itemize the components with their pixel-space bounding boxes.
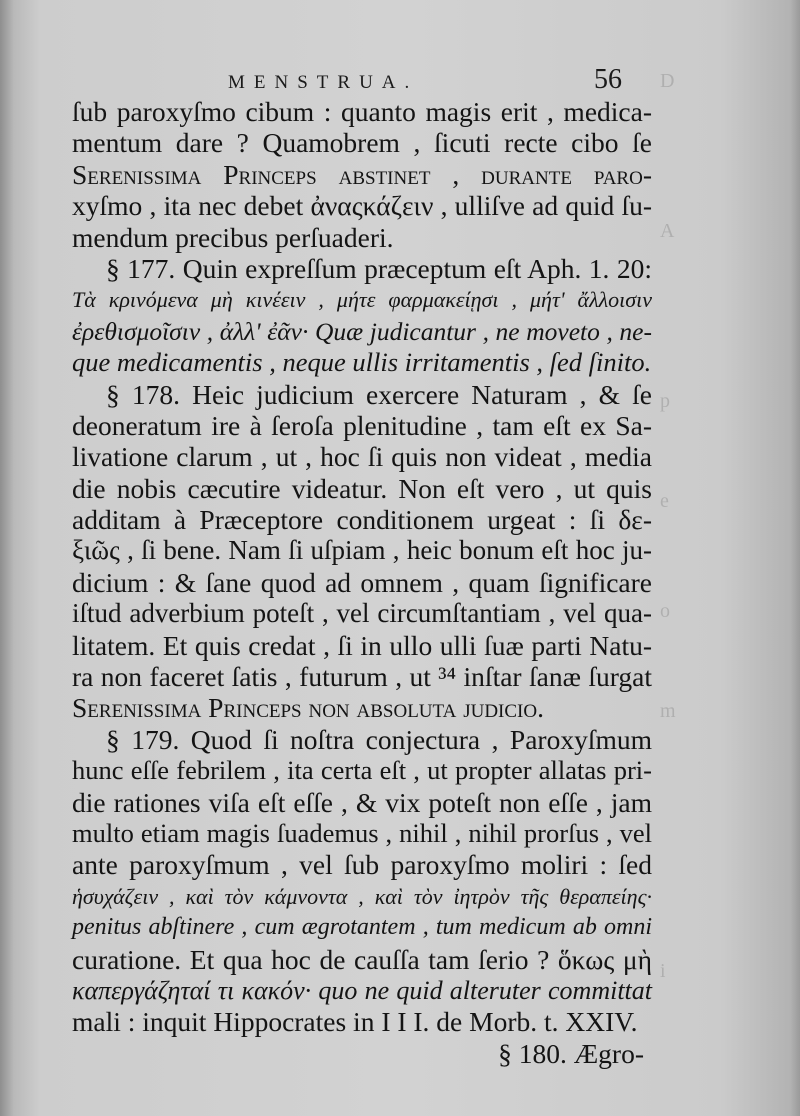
- text-line: dicium : & ſane quod ad omnem , quam ſignificare: [72, 566, 652, 598]
- text-line: que medicamentis , neque ullis irritamentis , ſed ſinito.: [72, 347, 652, 378]
- text-line: deoneratum ire à ſeroſa plenitudine , tam eſt ex Sa-: [72, 409, 652, 441]
- text-line: additam à Præceptore conditionem urgeat : ſi δε-: [72, 504, 652, 536]
- text-line: die nobis cæcutire videatur. Non eſt vero , ut quis: [72, 472, 652, 504]
- section-178-line: § 178. Heic judicium exercere Naturam , & ſe: [106, 378, 652, 410]
- text-line: mentum dare ? Quamobrem , ſicuti recte cibo ſe: [72, 127, 652, 159]
- text-line: mali : inquit Hippocrates in I I I. de Morb. t. XXIV.: [72, 1006, 638, 1038]
- bleed-through-shadow: D A p e o m i: [660, 70, 676, 982]
- text-line: die rationes viſa eſt eſſe , & vix poteſt non eſſe , jam: [72, 786, 652, 818]
- text-line: ante paroxyſmum , vel ſub paroxyſmo moliri : ſed: [72, 849, 652, 881]
- running-head: [0, 64, 800, 94]
- running-head-title: MENSTRUA.: [228, 72, 419, 93]
- greek-line: Τὰ κρινόμενα μὴ κινέειν , μήτε φαρμακείῃσι , μήτ' ἄλλοισιν: [72, 287, 652, 313]
- text-line: ἐρεθισμοῖσιν , ἀλλ' ἐᾶν· Quæ judicantur , ne moveto , ne-: [72, 316, 652, 346]
- text-line: Sereniſſima Princeps abſtinet , durante paro-: [72, 158, 652, 190]
- text-line: hunc eſſe febrilem , ita certa eſt , ut propter allatas pri-: [72, 755, 652, 786]
- section-179-line: § 179. Quod ſi noſtra conjectura , Paroxyſmum: [106, 723, 652, 755]
- text-line: mendum precibus perſuaderi.: [72, 221, 394, 253]
- text-line: iſtud adverbium poteſt , vel circumſtantiam , vel qua-: [72, 598, 652, 629]
- text-line: livatione clarum , ut , hoc ſi quis non videat , media: [72, 441, 652, 473]
- section-177-line: § 177. Quin expreſſum præceptum eſt Aph. 1. 20:: [106, 252, 652, 284]
- body-text: [72, 96, 652, 1069]
- text-line: Sereniſſima Princeps non abſoluta judicio.: [72, 692, 544, 724]
- text-line: ſub paroxyſmo cibum : quanto magis erit , medica-: [72, 96, 652, 127]
- greek-line: ἡσυχάζειν , καὶ τὸν κάμνοντα , καὶ τὸν ἰητρὸν τῆς θεραπείης·: [72, 883, 652, 909]
- catchword: § 180. Ægro-: [498, 1037, 644, 1069]
- page-number: 56: [594, 64, 622, 95]
- text-line: curatione. Et qua hoc de cauſſa tam ſerio ? ὅκως μὴ: [72, 943, 652, 975]
- text-line: penitus abſtinere , cum ægrotantem , tum medicum ab omni: [72, 914, 652, 941]
- text-line: xyſmo , ita nec debet ἀναςκάζειν , ulliſve ad quid ſu-: [72, 190, 652, 222]
- text-line: multo etiam magis ſuademus , nihil , nihil prorſus , vel: [72, 817, 652, 848]
- text-line: ra non faceret ſatis , futurum , ut ³⁴ inſtar ſanæ ſurgat: [72, 661, 652, 693]
- text-line: litatem. Et quis credat , ſi in ullo ulli ſuæ parti Natu-: [72, 629, 652, 661]
- text-line: καπεργάζηταί τι κακόν· quo ne quid alteruter committat: [72, 975, 652, 1005]
- text-line: ξιῶς , ſi bene. Nam ſi uſpiam , heic bonum eſt hoc ju-: [72, 535, 652, 566]
